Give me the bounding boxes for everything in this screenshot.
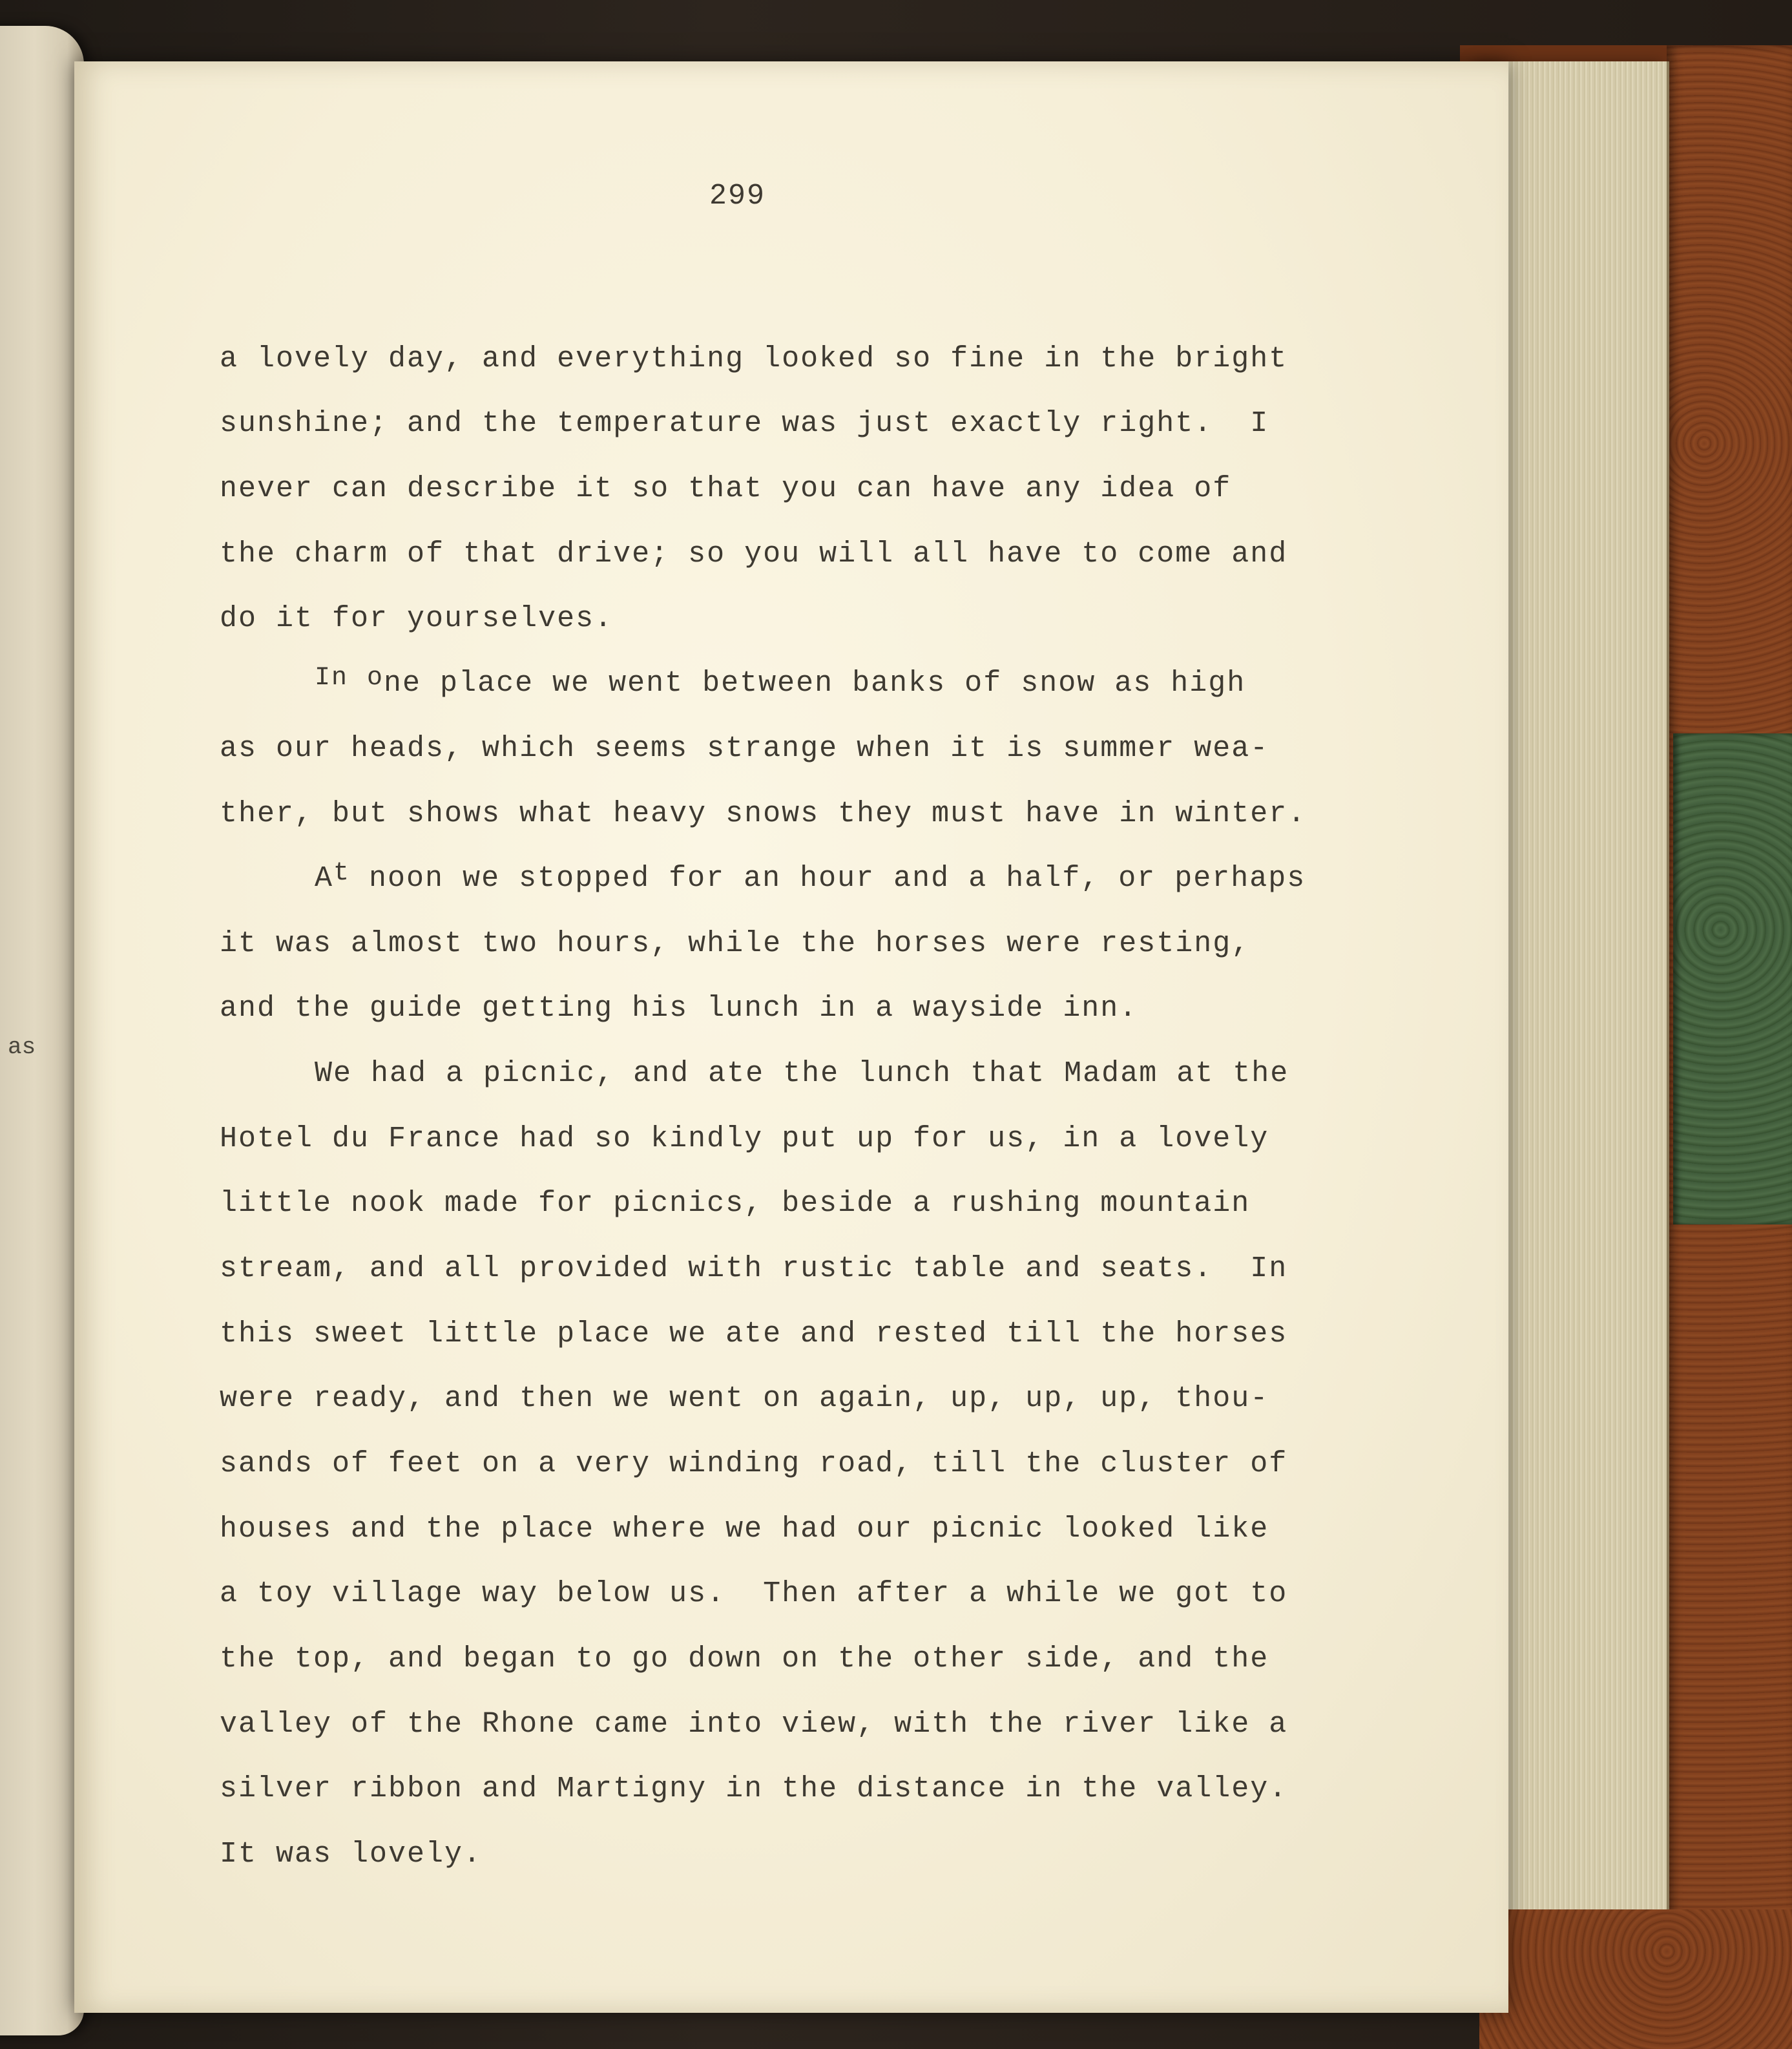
text-line-23: silver ribbon and Martigny in the distance in the valley. [220,1772,1288,1805]
green-spine-label [1673,733,1792,1224]
text-line-2: sunshine; and the temperature was just exactly right. I [220,407,1269,440]
text-line-8: ther, but shows what heavy snows they must have in winter. [220,797,1307,830]
text-line-9-body: noon we stopped for an hour and a half, or perhaps [369,862,1306,895]
text-line-1: a lovely day, and everything looked so fine in the bright [220,342,1288,375]
text-line-16: this sweet little place we ate and rested till the horses [220,1318,1288,1350]
text-line-6-body: ne place we went between banks of snow as high [384,667,1246,700]
previous-page-edge [0,26,84,2035]
text-line-24: It was lovely. [220,1838,483,1871]
text-line-20: a toy village way below us. Then after a while we got to [220,1577,1288,1610]
text-line-22: valley of the Rhone came into view, with the river like a [220,1708,1288,1741]
text-line-12: We had a picnic, and ate the lunch that Madam at the [315,1057,1289,1090]
text-line-17: were ready, and then we went on again, up, up, up, thou- [220,1382,1269,1415]
text-line-3: never can describe it so that you can have any idea of [220,472,1232,505]
text-line-4: the charm of that drive; so you will all have to come and [220,538,1288,571]
text-line-19: houses and the place where we had our picnic looked like [220,1513,1269,1546]
text-line-10: it was almost two hours, while the horses were resting, [220,927,1251,960]
text-line-18: sands of feet on a very winding road, till the cluster of [220,1447,1288,1480]
text-line-5: do it for yourselves. [220,602,614,635]
page-number: 299 [709,180,766,213]
paragraph-initial-o: o [367,664,384,693]
text-line-7: as our heads, which seems strange when it is summer wea- [220,732,1269,765]
previous-page-text-fragment: as [8,1034,36,1060]
text-line-15: stream, and all provided with rustic table and seats. In [220,1252,1288,1285]
text-line-9 [315,859,1306,895]
text-line-14: little nook made for picnics, beside a rushing mountain [220,1187,1251,1220]
paragraph-initial: In [315,664,349,693]
paragraph-initial-a: A [315,862,334,895]
cover-bottom-edge [1479,1909,1792,2049]
paragraph-initial-t: t [333,859,351,888]
text-line-6 [315,664,1246,700]
text-line-13: Hotel du France had so kindly put up for us, in a lovely [220,1122,1269,1155]
text-line-11: and the guide getting his lunch in a wayside inn. [220,992,1138,1025]
text-line-21: the top, and began to go down on the other side, and the [220,1643,1269,1676]
